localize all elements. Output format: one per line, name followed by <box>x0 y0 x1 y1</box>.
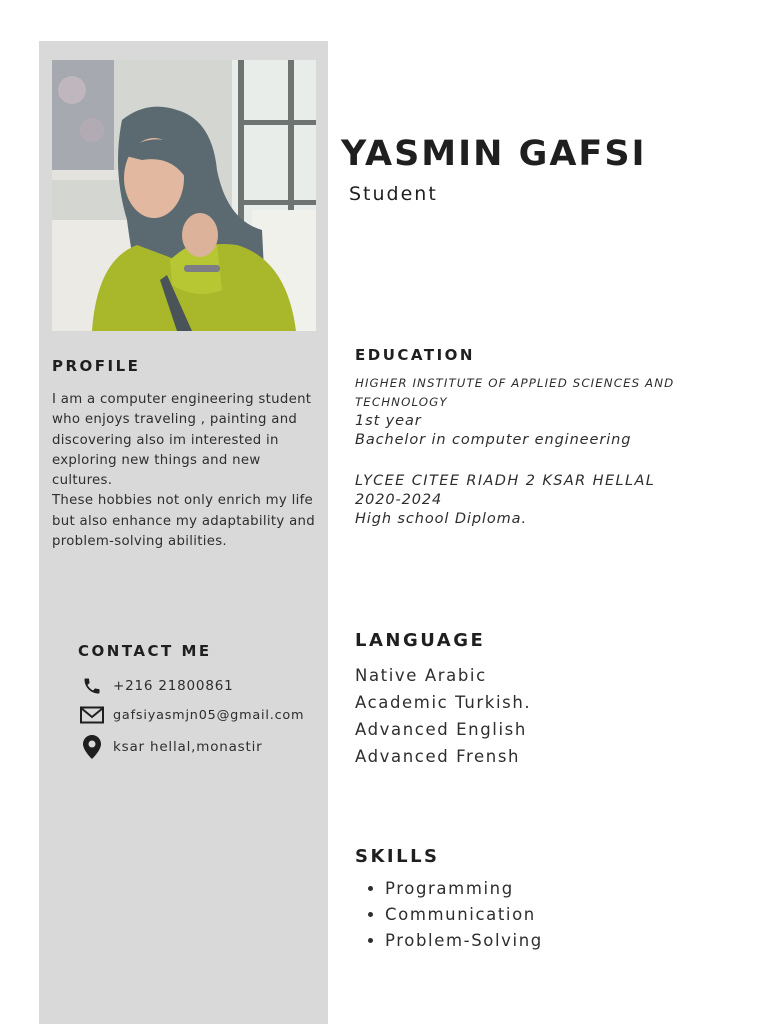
language-item: Academic Turkish. <box>355 693 532 712</box>
language-item: Native Arabic <box>355 666 487 685</box>
language-heading: LANGUAGE <box>355 630 486 651</box>
contact-location-row <box>80 735 263 759</box>
skill-item: • Communication <box>385 902 543 928</box>
skills-heading: SKILLS <box>355 846 440 867</box>
contact-phone-row[interactable] <box>80 674 233 698</box>
contact-heading: CONTACT ME <box>78 642 212 660</box>
profile-paragraph: I am a computer engineering student who enjoys traveling , painting and discovering also im interested in exploring new things and new cultures. <box>52 392 312 489</box>
profile-heading: PROFILE <box>52 357 141 375</box>
education-degree: Bachelor in computer engineering <box>355 431 632 448</box>
contact-phone[interactable]: +216 21800861 <box>113 678 234 694</box>
education-degree: High school Diploma. <box>355 510 527 527</box>
education-period: 2020-2024 <box>355 492 443 508</box>
contact-email[interactable]: gafsiyasmjn05@gmail.com <box>113 707 305 723</box>
phone-icon <box>80 674 104 698</box>
profile-photo <box>52 60 316 331</box>
skill-item: • Problem-Solving <box>385 928 543 954</box>
language-list <box>355 662 531 770</box>
education-entry <box>355 472 725 528</box>
person-role: Student <box>349 183 438 205</box>
contact-location: ksar hellal,monastir <box>113 739 263 755</box>
language-item: Advanced Frensh <box>355 747 521 766</box>
person-name: YASMIN GAFSI <box>341 134 647 174</box>
profile-paragraph: These hobbies not only enrich my life but also enhance my adaptability and problem-solving abilities. <box>52 493 316 550</box>
language-item: Advanced English <box>355 720 527 739</box>
profile-summary <box>52 390 320 552</box>
skill-item: • Programming <box>385 876 543 902</box>
education-period: 1st year <box>355 413 422 429</box>
education-heading: EDUCATION <box>355 346 475 364</box>
map-pin-icon <box>80 735 104 759</box>
skills-list <box>367 876 543 954</box>
education-entry <box>355 374 725 449</box>
contact-email-row[interactable] <box>80 703 304 727</box>
envelope-icon <box>80 703 104 727</box>
education-institution: LYCEE CITEE RIADH 2 KSAR HELLAL <box>355 473 656 489</box>
education-institution: HIGHER INSTITUTE OF APPLIED SCIENCES AND TECHNOLOGY <box>355 376 675 409</box>
